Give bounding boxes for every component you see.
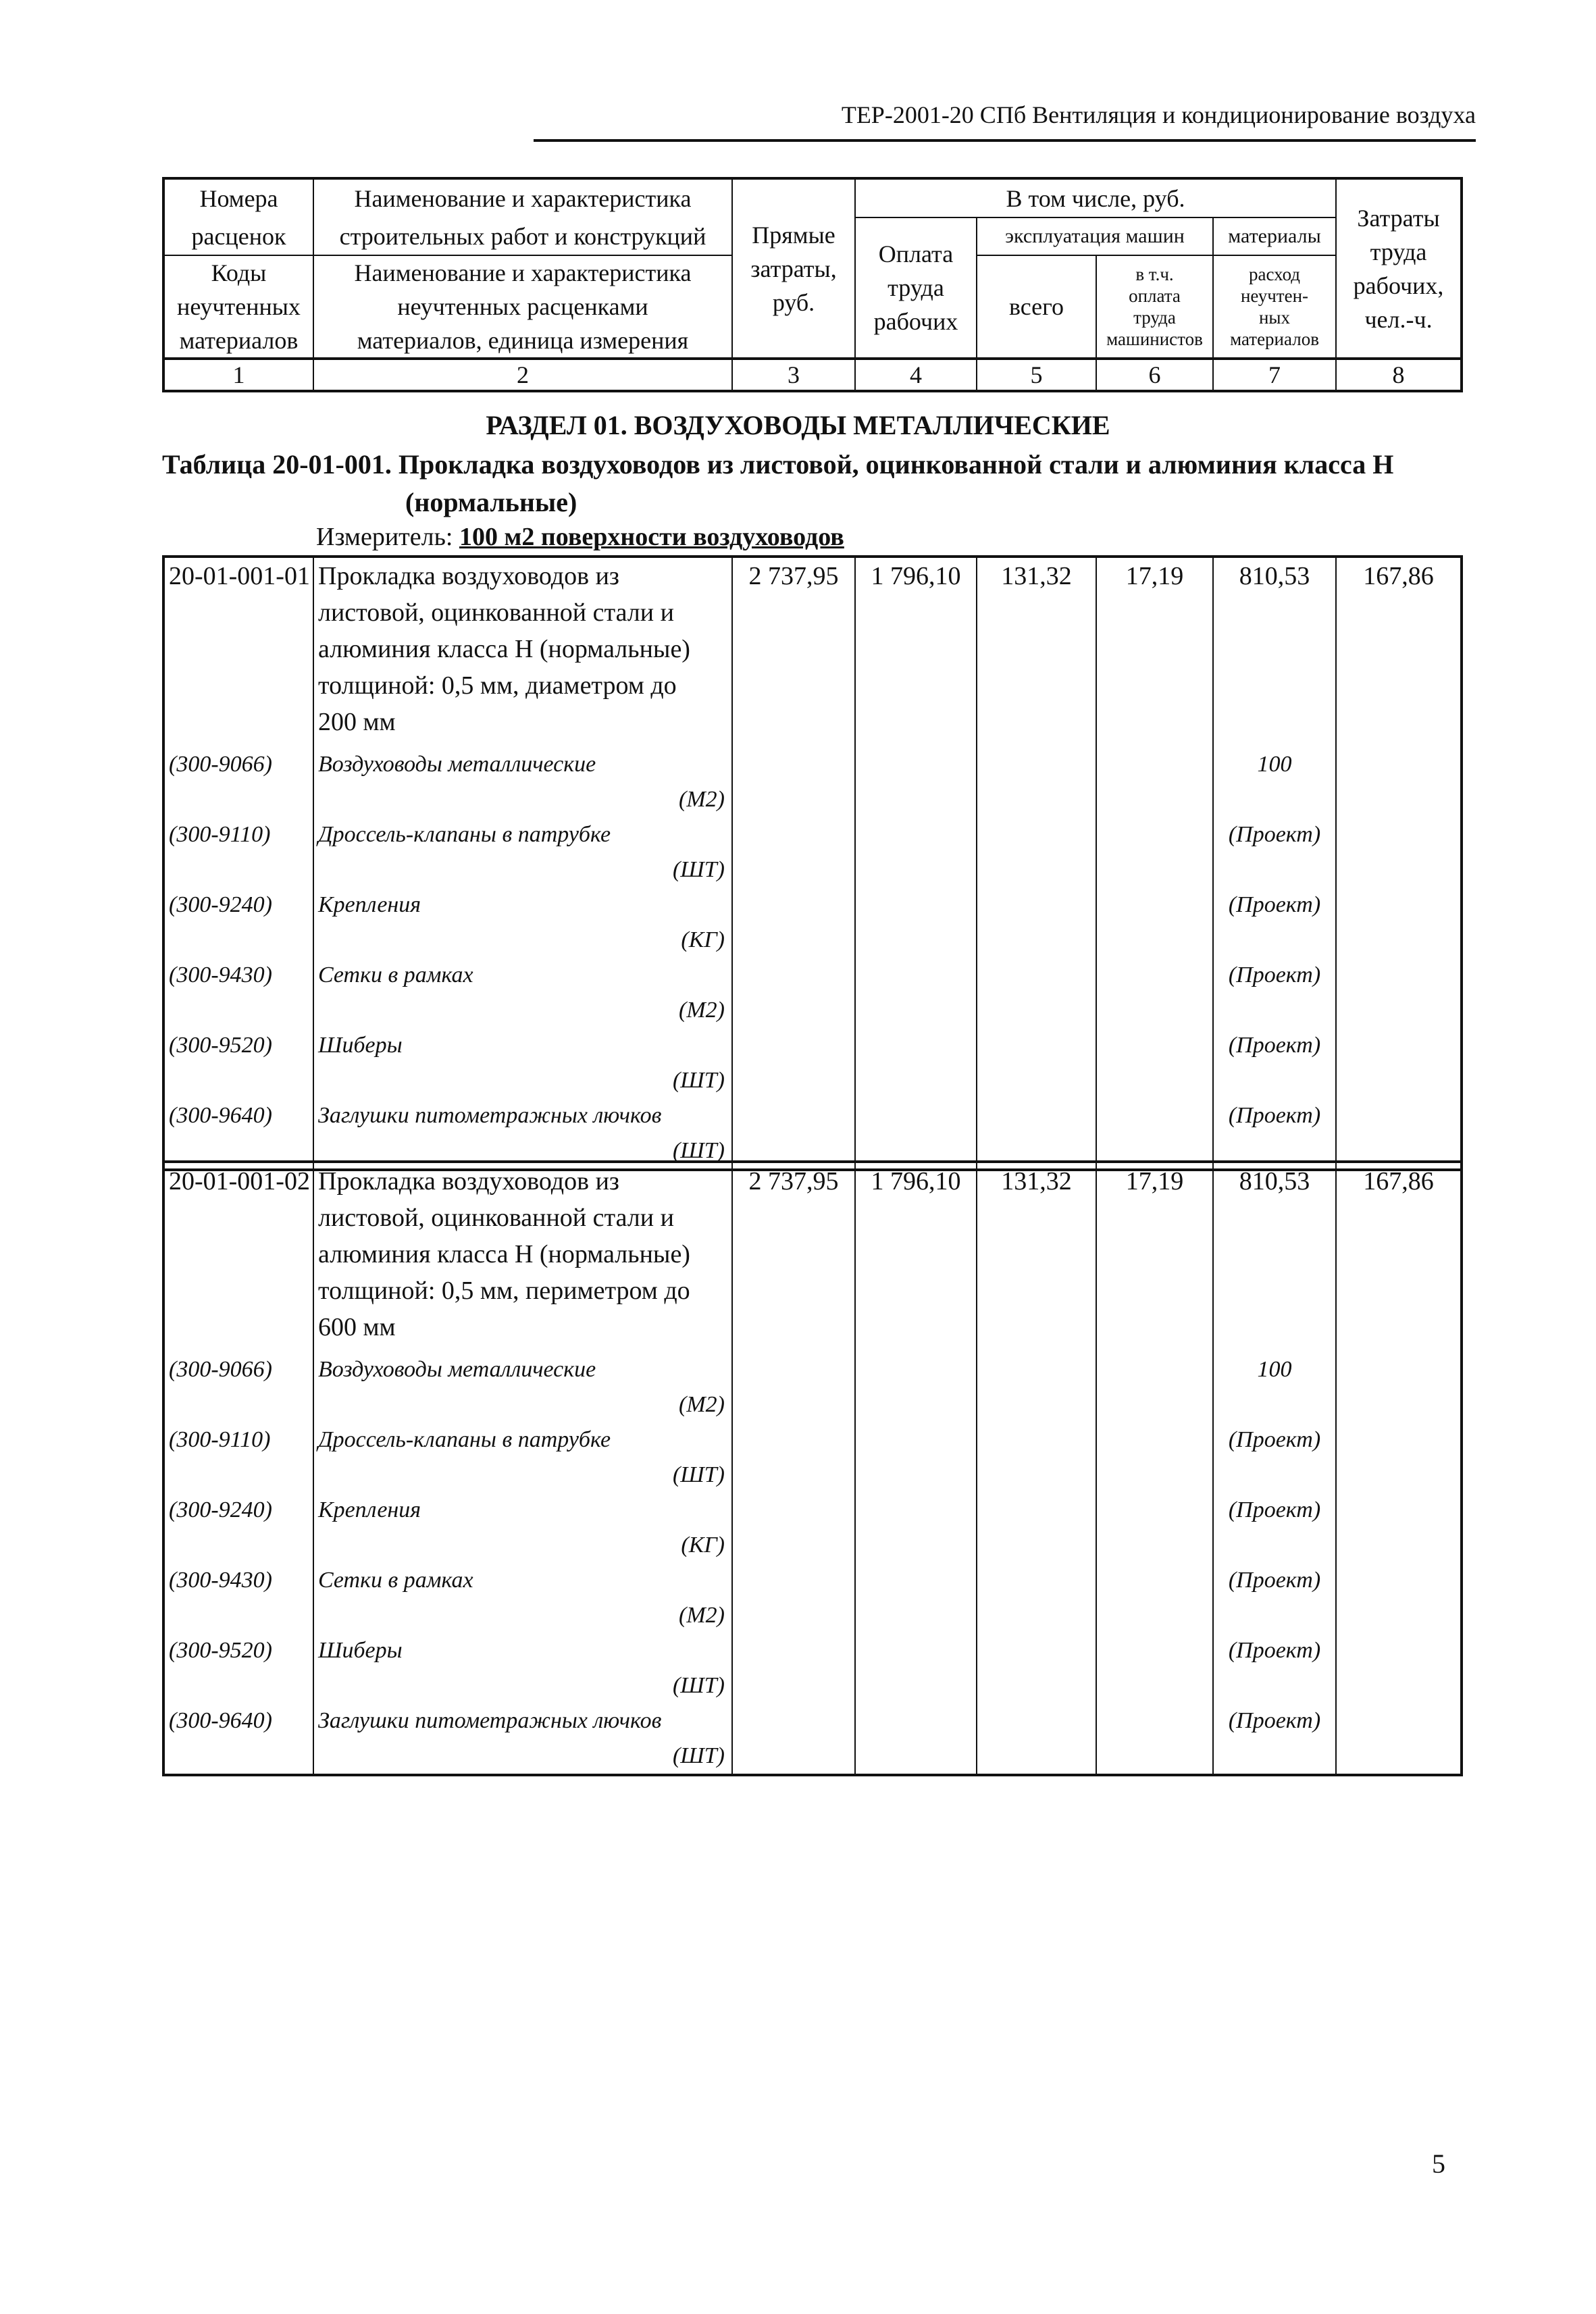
rate-name-line: 600 мм bbox=[318, 1313, 396, 1341]
material-row bbox=[163, 958, 1462, 1028]
col2-header-bottom bbox=[313, 255, 732, 359]
rate-name-line: алюминия класса Н (нормальные) bbox=[318, 635, 690, 663]
col2-header-top2 bbox=[313, 217, 732, 255]
material-name bbox=[313, 1563, 732, 1633]
running-header bbox=[534, 95, 1476, 142]
material-row bbox=[163, 1493, 1462, 1563]
material-consumption: (Проект) bbox=[1213, 1098, 1336, 1170]
column-number: 2 bbox=[313, 359, 732, 391]
material-code: (300-9640) bbox=[163, 1098, 313, 1170]
document-title: ТЕР-2001-20 СПб Вентиляция и кондиционирование воздуха bbox=[841, 101, 1476, 128]
rate-name bbox=[313, 557, 732, 747]
material-name bbox=[313, 1098, 732, 1170]
material-row bbox=[163, 817, 1462, 888]
col5-label: всего bbox=[1008, 293, 1064, 320]
material-consumption: (Проект) bbox=[1213, 1633, 1336, 1703]
material-code: (300-9240) bbox=[163, 1493, 313, 1563]
rate-table-entry-2 bbox=[162, 1160, 1463, 1776]
group-header bbox=[855, 178, 1336, 217]
material-row bbox=[163, 1703, 1462, 1775]
table-title bbox=[162, 446, 1460, 521]
col1-bot-line3: материалов bbox=[179, 327, 299, 354]
col1-top-line2: расценок bbox=[191, 222, 286, 250]
material-code: (300-9640) bbox=[163, 1703, 313, 1775]
material-name-text: Сетки в рамках bbox=[318, 1568, 473, 1593]
column-number: 4 bbox=[855, 359, 977, 391]
measurer-label: Измеритель: bbox=[316, 523, 453, 551]
material-unit: (М2) bbox=[679, 1603, 725, 1628]
rate-name-line: листовой, оцинкованной стали и bbox=[318, 1204, 674, 1232]
material-consumption: (Проект) bbox=[1213, 1563, 1336, 1633]
material-row bbox=[163, 747, 1462, 817]
col5-header bbox=[977, 255, 1096, 359]
material-name-text: Сетки в рамках bbox=[318, 962, 473, 987]
col2-bot-line1: Наименование и характеристика bbox=[354, 259, 692, 286]
material-name-text: Заглушки питометражных лючков bbox=[318, 1708, 662, 1733]
col1-header-top2 bbox=[163, 217, 313, 255]
rate-name-line: толщиной: 0,5 мм, диаметром до bbox=[318, 671, 677, 700]
material-unit: (ШТ) bbox=[672, 1462, 725, 1487]
material-code: (300-9520) bbox=[163, 1633, 313, 1703]
material-name-text: Шиберы bbox=[318, 1033, 403, 1058]
material-consumption: (Проект) bbox=[1213, 888, 1336, 958]
table-title-line2: (нормальные) bbox=[405, 487, 577, 517]
col3-line3: руб. bbox=[772, 288, 815, 316]
labor-hours: 167,86 bbox=[1336, 1162, 1462, 1352]
col1-header-bottom bbox=[163, 255, 313, 359]
material-unit: (ШТ) bbox=[672, 857, 725, 882]
col6-line2: оплата bbox=[1129, 286, 1181, 306]
material-code: (300-9430) bbox=[163, 1563, 313, 1633]
material-row bbox=[163, 1563, 1462, 1633]
col2-bot-line3: материалов, единица измерения bbox=[357, 327, 689, 354]
col7-line2: неучтен- bbox=[1240, 286, 1309, 306]
col3-line1: Прямые bbox=[752, 221, 835, 249]
column-number: 6 bbox=[1096, 359, 1213, 391]
material-consumption: (Проект) bbox=[1213, 1703, 1336, 1775]
col8-line1: Затраты bbox=[1357, 204, 1440, 232]
material-code: (300-9520) bbox=[163, 1028, 313, 1098]
page-number: 5 bbox=[1432, 2149, 1445, 2179]
materials-cost: 810,53 bbox=[1213, 557, 1336, 747]
material-name bbox=[313, 958, 732, 1028]
material-name-text: Дроссель-клапаны в патрубке bbox=[318, 822, 611, 847]
material-code: (300-9110) bbox=[163, 1422, 313, 1493]
material-name bbox=[313, 1633, 732, 1703]
measurer bbox=[316, 520, 844, 554]
col4-line2: труда bbox=[887, 274, 944, 301]
column-number: 1 bbox=[163, 359, 313, 391]
col8-line2: труда bbox=[1370, 238, 1427, 265]
material-name bbox=[313, 1028, 732, 1098]
rate-name-line: толщиной: 0,5 мм, периметром до bbox=[318, 1277, 690, 1305]
rate-name-line: Прокладка воздуховодов из bbox=[318, 562, 619, 590]
col7-line4: материалов bbox=[1230, 329, 1319, 349]
material-consumption: (Проект) bbox=[1213, 1493, 1336, 1563]
col6-line1: в т.ч. bbox=[1135, 264, 1174, 284]
material-code: (300-9066) bbox=[163, 1352, 313, 1422]
material-name bbox=[313, 1703, 732, 1775]
col3-line2: затраты, bbox=[750, 255, 837, 282]
direct-costs: 2 737,95 bbox=[732, 557, 855, 747]
machines-total: 131,32 bbox=[977, 1162, 1096, 1352]
machinists-pay: 17,19 bbox=[1096, 557, 1213, 747]
col8-line3: рабочих, bbox=[1353, 272, 1444, 299]
labor-pay: 1 796,10 bbox=[855, 557, 977, 747]
group-label: В том числе, руб. bbox=[1006, 184, 1185, 212]
col6-header bbox=[1096, 255, 1213, 359]
machines-label: эксплуатация машин bbox=[1005, 225, 1185, 247]
table-title-line1: Таблица 20-01-001. Прокладка воздуховодов из листовой, оцинкованной стали и алюминия класса Н bbox=[162, 449, 1394, 480]
col2-bot-line2: неучтенных расценками bbox=[397, 293, 648, 320]
material-consumption: (Проект) bbox=[1213, 1028, 1336, 1098]
material-name-text: Крепления bbox=[318, 892, 421, 917]
col4-header bbox=[855, 217, 977, 359]
rate-row bbox=[163, 1162, 1462, 1352]
material-unit: (ШТ) bbox=[672, 1673, 725, 1698]
machines-header bbox=[977, 217, 1213, 255]
section-title: РАЗДЕЛ 01. ВОЗДУХОВОДЫ МЕТАЛЛИЧЕСКИЕ bbox=[486, 410, 1110, 440]
rate-table-entry-1 bbox=[162, 555, 1463, 1171]
material-row bbox=[163, 1028, 1462, 1098]
material-row bbox=[163, 1352, 1462, 1422]
material-consumption: (Проект) bbox=[1213, 958, 1336, 1028]
material-unit: (М2) bbox=[679, 1392, 725, 1417]
labor-pay: 1 796,10 bbox=[855, 1162, 977, 1352]
rate-name-line: Прокладка воздуховодов из bbox=[318, 1167, 619, 1195]
rate-name-line: алюминия класса Н (нормальные) bbox=[318, 1240, 690, 1268]
material-unit: (М2) bbox=[679, 998, 725, 1023]
material-name-text: Крепления bbox=[318, 1497, 421, 1522]
material-name bbox=[313, 888, 732, 958]
rate-code: 20-01-001-01 bbox=[163, 557, 313, 747]
labor-hours: 167,86 bbox=[1336, 557, 1462, 747]
column-number: 8 bbox=[1336, 359, 1462, 391]
column-number: 7 bbox=[1213, 359, 1336, 391]
col8-line4: чел.-ч. bbox=[1364, 305, 1433, 333]
material-name bbox=[313, 1493, 732, 1563]
material-row bbox=[163, 888, 1462, 958]
direct-costs: 2 737,95 bbox=[732, 1162, 855, 1352]
material-row bbox=[163, 1633, 1462, 1703]
col7-line1: расход bbox=[1248, 264, 1301, 284]
col1-header-top bbox=[163, 178, 313, 217]
material-code: (300-9240) bbox=[163, 888, 313, 958]
col4-line1: Оплата bbox=[878, 240, 954, 267]
material-row bbox=[163, 1422, 1462, 1493]
material-unit: (ШТ) bbox=[672, 1068, 725, 1093]
machines-total: 131,32 bbox=[977, 557, 1096, 747]
material-code: (300-9110) bbox=[163, 817, 313, 888]
material-name-text: Воздуховоды металлические bbox=[318, 752, 596, 777]
material-unit: (КГ) bbox=[681, 927, 725, 952]
column-header-table bbox=[162, 177, 1463, 392]
material-unit: (ШТ) bbox=[672, 1743, 725, 1768]
column-number: 3 bbox=[732, 359, 855, 391]
column-numbers-row bbox=[163, 359, 1462, 391]
rate-name-line: 200 мм bbox=[318, 708, 396, 736]
rate-name bbox=[313, 1162, 732, 1352]
col2-header-top bbox=[313, 178, 732, 217]
material-consumption: (Проект) bbox=[1213, 1422, 1336, 1493]
material-consumption: 100 bbox=[1213, 1352, 1336, 1422]
material-name-text: Дроссель-клапаны в патрубке bbox=[318, 1427, 611, 1452]
col1-top-line1: Номера bbox=[199, 185, 278, 212]
material-name bbox=[313, 747, 732, 817]
material-name-text: Шиберы bbox=[318, 1638, 403, 1663]
col6-line3: труда bbox=[1133, 307, 1176, 328]
material-code: (300-9430) bbox=[163, 958, 313, 1028]
col7-header bbox=[1213, 255, 1336, 359]
machinists-pay: 17,19 bbox=[1096, 1162, 1213, 1352]
column-number: 5 bbox=[977, 359, 1096, 391]
material-unit: (ШТ) bbox=[672, 1138, 725, 1163]
material-name bbox=[313, 817, 732, 888]
rate-name-line: листовой, оцинкованной стали и bbox=[318, 598, 674, 627]
col8-header bbox=[1336, 178, 1462, 359]
materials-cost: 810,53 bbox=[1213, 1162, 1336, 1352]
materials-header bbox=[1213, 217, 1336, 255]
materials-label: материалы bbox=[1228, 225, 1321, 247]
col2-top-line1: Наименование и характеристика bbox=[354, 185, 692, 212]
col4-line3: рабочих bbox=[873, 308, 958, 335]
material-code: (300-9066) bbox=[163, 747, 313, 817]
material-name-text: Воздуховоды металлические bbox=[318, 1357, 596, 1382]
measurer-value: 100 м2 поверхности воздуховодов bbox=[459, 523, 844, 551]
col3-header bbox=[732, 178, 855, 359]
material-name bbox=[313, 1352, 732, 1422]
material-name bbox=[313, 1422, 732, 1493]
col6-line4: машинистов bbox=[1106, 329, 1203, 349]
col1-bot-line2: неучтенных bbox=[177, 293, 301, 320]
col2-top-line2: строительных работ и конструкций bbox=[339, 222, 706, 250]
material-consumption: 100 bbox=[1213, 747, 1336, 817]
material-name-text: Заглушки питометражных лючков bbox=[318, 1103, 662, 1128]
col1-bot-line1: Коды bbox=[211, 259, 267, 286]
col7-line3: ных bbox=[1258, 307, 1291, 328]
rate-row bbox=[163, 557, 1462, 747]
material-row bbox=[163, 1098, 1462, 1170]
rate-code: 20-01-001-02 bbox=[163, 1162, 313, 1352]
material-unit: (КГ) bbox=[681, 1533, 725, 1558]
material-consumption: (Проект) bbox=[1213, 817, 1336, 888]
material-unit: (М2) bbox=[679, 787, 725, 812]
